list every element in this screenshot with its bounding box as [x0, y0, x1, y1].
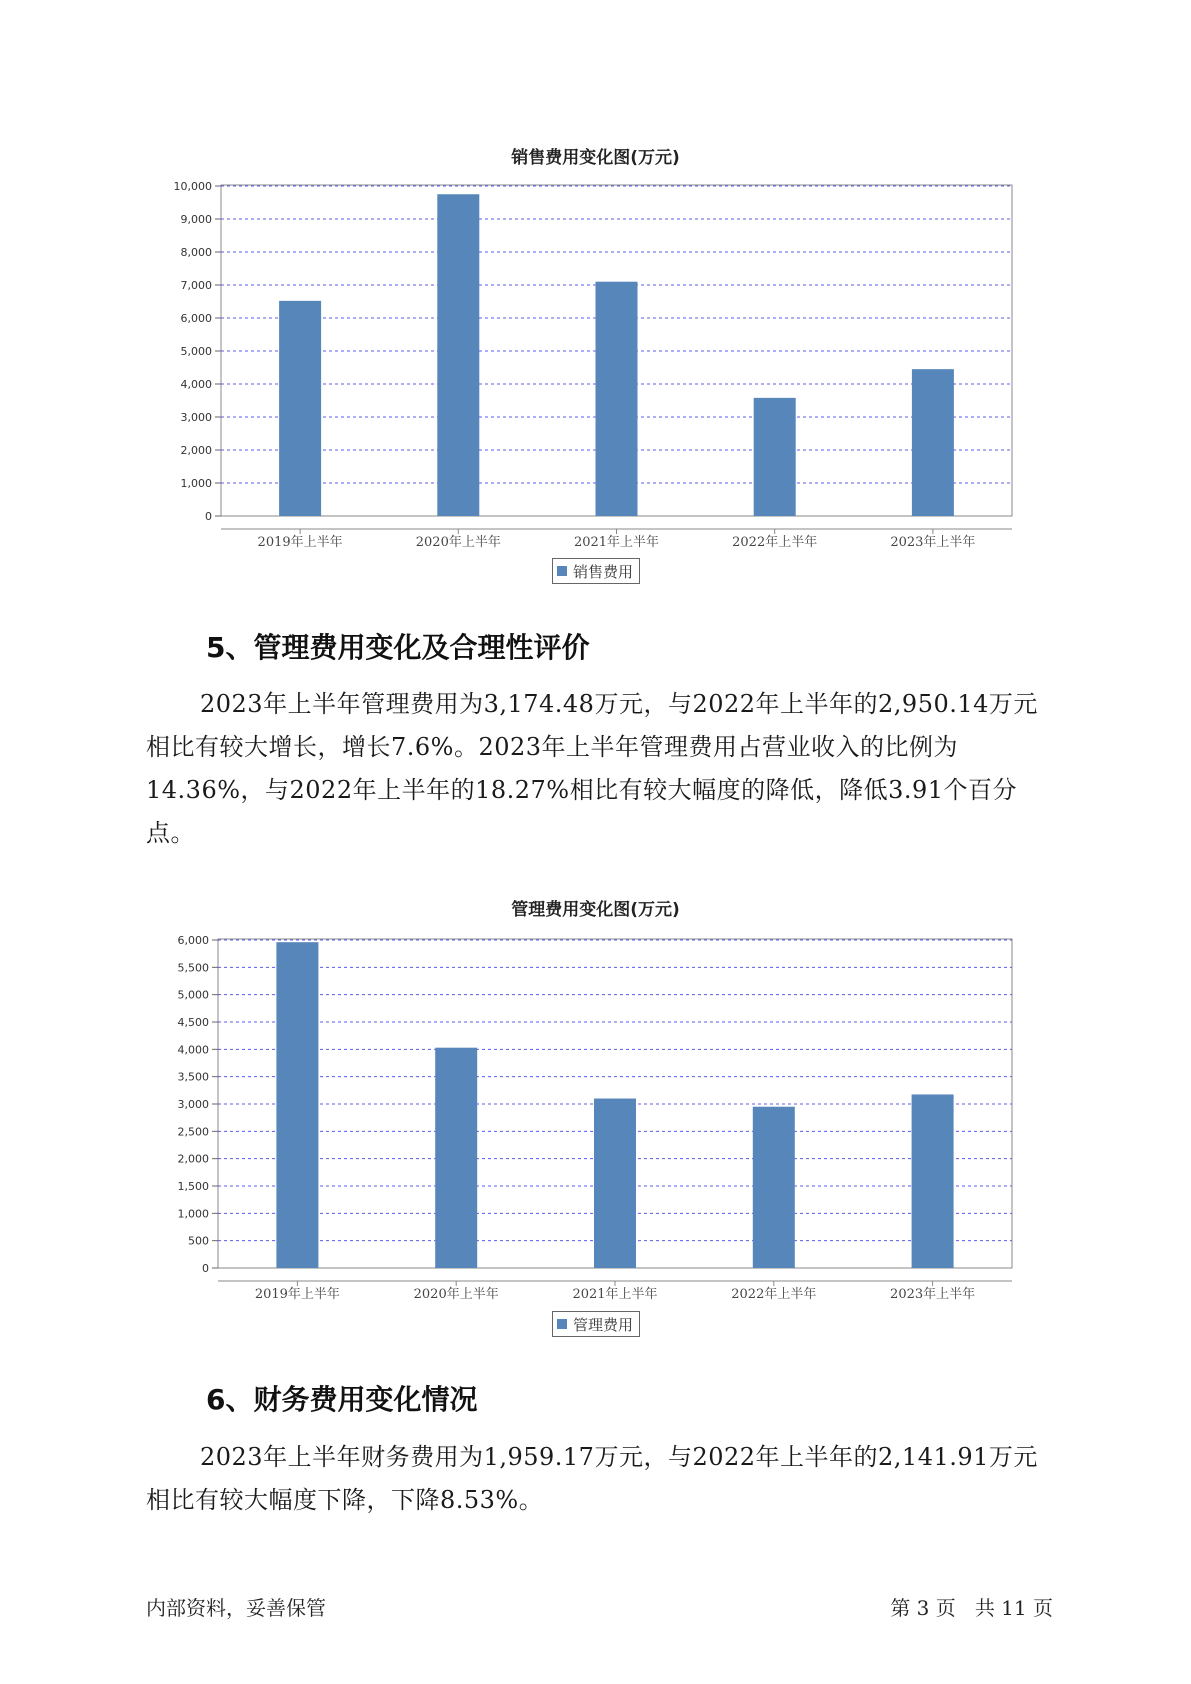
x-tick-label: 2020年上半年	[415, 535, 501, 550]
y-tick-label: 2,000	[180, 444, 212, 457]
y-tick-label: 2,000	[177, 1152, 209, 1166]
y-tick-label: 3,000	[177, 1098, 209, 1111]
y-tick-label: 9,000	[180, 213, 212, 226]
x-tick-label: 2022年上半年	[732, 535, 818, 550]
x-tick-label: 2021年上半年	[573, 535, 660, 550]
section-heading-6: 6、财务费用变化情况	[206, 1383, 478, 1416]
y-tick-label: 1,000	[180, 477, 212, 490]
y-tick-label: 6,000	[177, 934, 209, 947]
legend-label: 管理费用	[573, 1315, 634, 1334]
y-tick-label: 6,000	[180, 312, 212, 325]
chart-title-admin: 管理费用变化图(万元)	[511, 900, 680, 920]
chart-legend-admin	[552, 1311, 640, 1337]
footer-confidential: 内部资料，妥善保管	[146, 1596, 326, 1620]
y-tick-label: 0	[205, 510, 212, 523]
y-tick-label: 8,000	[180, 246, 212, 259]
y-tick-label: 4,000	[177, 1043, 209, 1057]
x-tick-label: 2023年上半年	[890, 535, 976, 550]
legend-swatch	[557, 1319, 567, 1329]
y-tick-label: 0	[202, 1262, 209, 1275]
y-tick-label: 10,000	[173, 180, 212, 193]
x-tick-label: 2022年上半年	[731, 1287, 817, 1302]
y-tick-label: 4,500	[177, 1016, 209, 1029]
bar-admin-1	[435, 1048, 477, 1268]
y-tick-label: 1,000	[177, 1207, 209, 1221]
x-tick-label: 2020年上半年	[413, 1287, 499, 1302]
chart-title-sales: 销售费用变化图(万元)	[511, 148, 680, 168]
y-tick-label: 7,000	[180, 279, 212, 292]
bar-admin-3	[753, 1107, 795, 1268]
section-paragraph-6: 2023年上半年财务费用为1,959.17万元，与2022年上半年的2,141.91万元相比有较大幅度下降，下降8.53%。	[146, 1443, 1038, 1514]
y-tick-label: 2,500	[177, 1125, 209, 1139]
y-tick-label: 1,500	[177, 1180, 209, 1193]
x-tick-label: 2023年上半年	[890, 1287, 976, 1302]
y-tick-label: 3,500	[177, 1070, 209, 1084]
y-tick-label: 500	[188, 1234, 209, 1248]
bar-admin-4	[912, 1094, 954, 1268]
x-tick-label: 2019年上半年	[257, 535, 343, 550]
legend-label: 销售费用	[573, 562, 634, 581]
y-tick-label: 5,500	[177, 961, 209, 975]
y-tick-label: 4,000	[180, 378, 212, 391]
y-tick-label: 5,000	[177, 988, 209, 1002]
y-tick-label: 5,000	[180, 345, 212, 358]
x-tick-label: 2019年上半年	[254, 1287, 340, 1302]
section-heading-5: 5、管理费用变化及合理性评价	[206, 631, 590, 664]
bar-admin-0	[276, 942, 318, 1268]
footer-page-number: 第 3 页 共 11 页	[890, 1596, 1053, 1620]
y-tick-label: 3,000	[180, 411, 212, 424]
section-paragraph-5: 2023年上半年管理费用为3,174.48万元，与2022年上半年的2,950.14万元相比有较大增长，增长7.6%。2023年上半年管理费用占营业收入的比例为14.36%，与2022年上半年的18.27%相比有较大幅度的降低，降低3.91个百分点。	[146, 690, 1038, 847]
x-tick-label: 2021年上半年	[572, 1287, 658, 1302]
bar-admin-2	[594, 1099, 636, 1268]
